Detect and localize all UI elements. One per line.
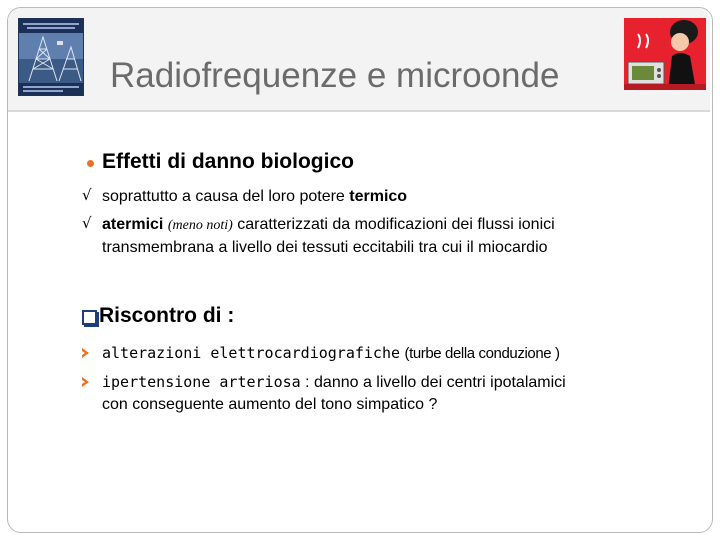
woman-microwave-clipart-image	[624, 18, 706, 90]
cover-thumbnail-image	[18, 18, 84, 96]
section2-item1-text	[102, 342, 560, 365]
check-mark-icon: √	[82, 214, 92, 232]
section1-item1-text	[102, 186, 407, 208]
item1-plain: soprattutto a causa del loro potere	[102, 188, 350, 205]
item2-text-line1: caratterizzati da modificazioni dei flussi ionici	[232, 216, 555, 233]
round-bullet-icon	[87, 160, 94, 167]
item2-bold: atermici	[102, 216, 164, 233]
section2-item2-text-line2: con conseguente aumento del tono simpatico ?	[102, 396, 438, 413]
item2-line1	[102, 214, 555, 237]
section2-item1-term: alterazioni elettrocardiografiche	[102, 344, 401, 362]
check-mark-icon: √	[82, 186, 92, 204]
item2-text-line2: transmembrana a livello dei tessuti eccitabili tra cui il miocardio	[102, 239, 548, 256]
section1-item2-text	[102, 214, 555, 259]
section2-item2-line1	[102, 371, 566, 394]
section2-item2-term: ipertensione arteriosa	[102, 373, 301, 391]
section2-heading: Riscontro di :	[99, 304, 235, 327]
header-divider	[8, 110, 710, 112]
section2-item2-text-line1: : danno a livello dei centri ipotalamici	[300, 374, 566, 391]
square-bullet-icon	[82, 310, 97, 325]
section2-item1-note: (turbe della conduzione )	[404, 345, 560, 362]
item1-bold: termico	[349, 188, 408, 205]
item2-italic: (meno noti)	[167, 218, 233, 233]
section1-heading: Effetti di danno biologico	[102, 150, 354, 173]
arrow-bullet-icon	[82, 348, 89, 358]
section2-item2-text	[102, 371, 566, 416]
slide-title: Radiofrequenze e microonde	[110, 56, 560, 95]
arrow-bullet-icon	[82, 377, 89, 387]
